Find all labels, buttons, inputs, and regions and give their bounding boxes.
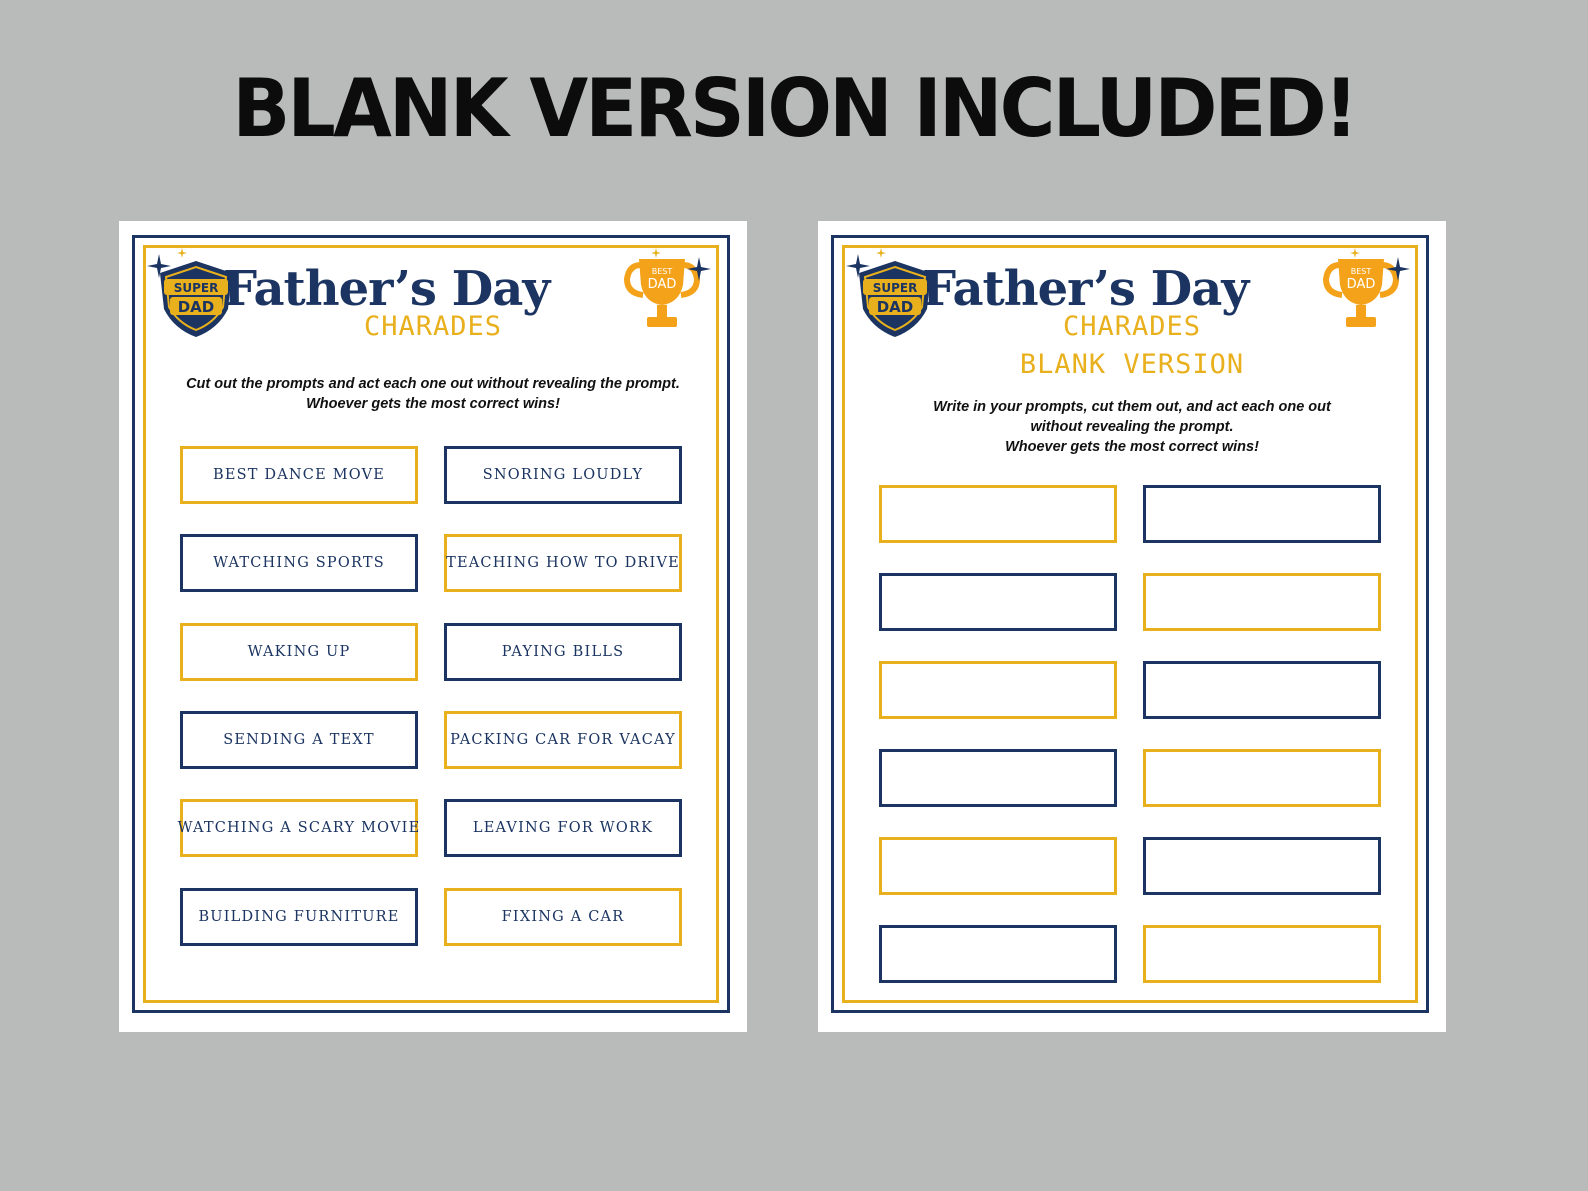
badge-bottom-text: DAD: [177, 298, 215, 316]
badge-top-text: SUPER: [872, 281, 918, 295]
blank-prompt-card[interactable]: [1143, 573, 1381, 631]
instruction-line: Whoever gets the most correct wins!: [306, 396, 560, 412]
blank-prompt-card[interactable]: [879, 661, 1117, 719]
prompt-card: PACKING CAR FOR VACAY: [444, 711, 682, 769]
sheet-subtitle: CHARADES: [363, 311, 503, 342]
prompt-card: BUILDING FURNITURE: [180, 888, 418, 946]
trophy-bottom-text: DAD: [1346, 277, 1376, 292]
blank-prompt-card[interactable]: [1143, 485, 1381, 543]
badge-bottom-text: DAD: [876, 298, 914, 316]
star-icon: [177, 248, 187, 258]
instruction-line: Cut out the prompts and act each one out without revealing the prompt.: [186, 376, 680, 392]
instruction-line: Whoever gets the most correct wins!: [1005, 439, 1259, 455]
trophy-top-text: BEST: [1350, 267, 1372, 276]
prompt-card: SENDING A TEXT: [180, 711, 418, 769]
blank-prompt-card[interactable]: [879, 485, 1117, 543]
instruction-line: without revealing the prompt.: [1030, 419, 1234, 435]
prompt-card: WATCHING A SCARY MOVIE: [180, 799, 418, 857]
charades-sheet: [119, 221, 747, 1032]
prompt-card: PAYING BILLS: [444, 623, 682, 681]
blank-prompt-card[interactable]: [879, 925, 1117, 983]
sheet-subtitle: CHARADES: [1062, 311, 1202, 342]
blank-prompt-card[interactable]: [879, 837, 1117, 895]
prompt-card: BEST DANCE MOVE: [180, 446, 418, 504]
sheet-title: Father’s Day: [922, 261, 1249, 317]
prompt-card: TEACHING HOW TO DRIVE: [444, 534, 682, 592]
sparkle-icon: [687, 257, 711, 281]
trophy-bottom-text: DAD: [647, 277, 677, 292]
blank-prompt-card[interactable]: [879, 573, 1117, 631]
blank-prompt-card[interactable]: [1143, 661, 1381, 719]
instructions: [818, 397, 1446, 457]
trophy-top-text: BEST: [651, 267, 673, 276]
star-icon: [876, 248, 886, 258]
prompt-card: FIXING A CAR: [444, 888, 682, 946]
prompt-card: LEAVING FOR WORK: [444, 799, 682, 857]
sheet-title: Father’s Day: [223, 261, 550, 317]
instruction-line: Write in your prompts, cut them out, and act each one out: [933, 399, 1331, 415]
blank-charades-sheet: [818, 221, 1446, 1032]
blank-prompt-card[interactable]: [1143, 749, 1381, 807]
sheet-subtitle-blank: BLANK VERSION: [1019, 349, 1245, 380]
prompt-card: WATCHING SPORTS: [180, 534, 418, 592]
star-icon: [651, 248, 661, 258]
star-icon: [1350, 248, 1360, 258]
prompt-card: SNORING LOUDLY: [444, 446, 682, 504]
instructions: [119, 374, 747, 414]
badge-top-text: SUPER: [173, 281, 219, 295]
headline: BLANK VERSION INCLUDED!: [232, 62, 1356, 155]
blank-prompt-card[interactable]: [879, 749, 1117, 807]
sparkle-icon: [1386, 257, 1410, 281]
blank-prompt-card[interactable]: [1143, 837, 1381, 895]
blank-prompt-card[interactable]: [1143, 925, 1381, 983]
prompt-card: WAKING UP: [180, 623, 418, 681]
